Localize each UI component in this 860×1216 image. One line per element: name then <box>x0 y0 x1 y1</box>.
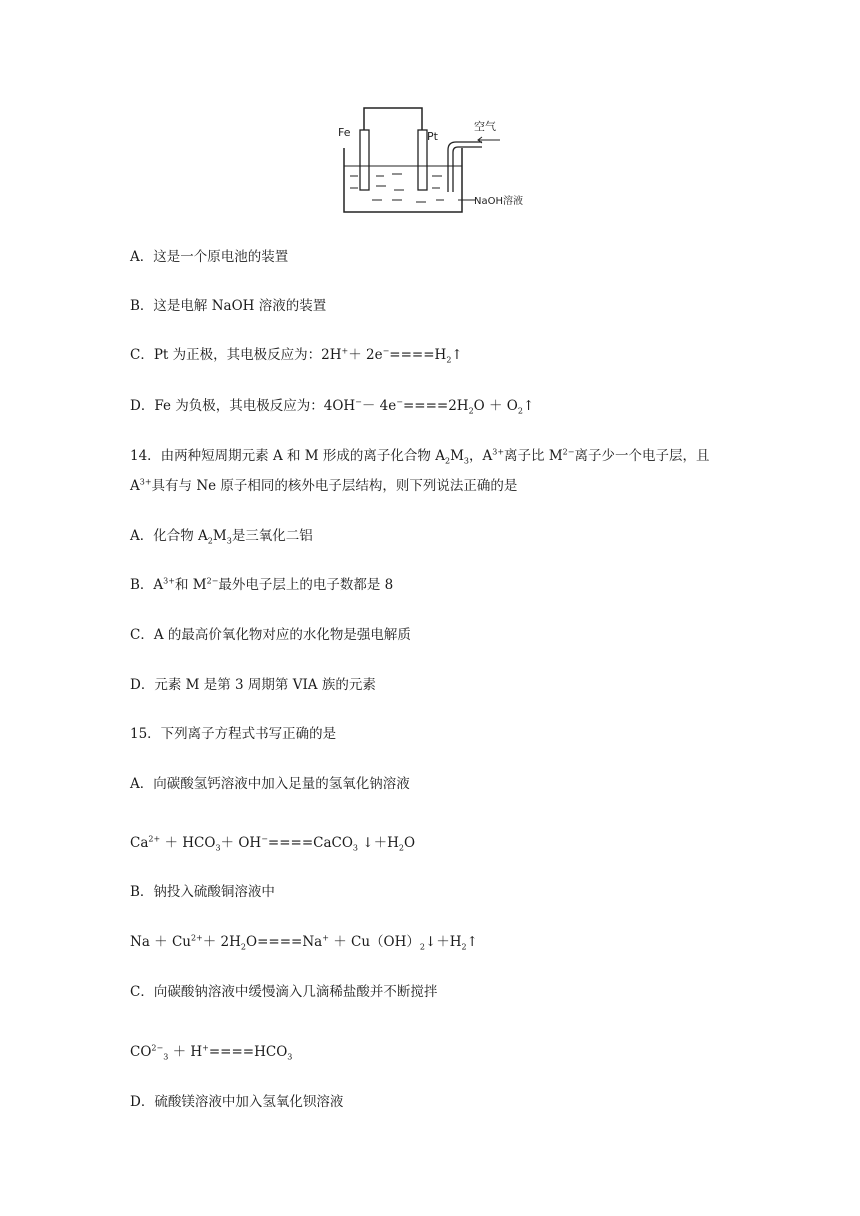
q15-option-a: A．向碳酸氢钙溶液中加入足量的氢氧化钠溶液 <box>130 776 410 792</box>
q14-option-d: D．元素 M 是第 3 周期第 VIA 族的元素 <box>130 677 376 693</box>
q15-equation-c: $CO^{2-}_3 + H^+====HCO_3$ <box>130 1043 293 1062</box>
q14-option-b: B．$A^{3+}$和 $M^{2-}$最外电子层上的电子数都是 8 <box>130 576 394 593</box>
q15-option-b: B．钠投入硫酸铜溶液中 <box>130 884 275 900</box>
q15-equation-b: $Na + Cu^{2+}+ 2H_2O====Na^+$ ＋ $Cu(OH)_2↓+H_2↑$ <box>130 933 478 952</box>
q13-option-d: D．Fe 为负极，其电极反应为：$4OH^-- 4e^-====2H_2O$ ＋ $O_2↑$ <box>130 397 535 416</box>
q13-option-a: A．这是一个原电池的装置 <box>130 249 289 265</box>
q14-stem-line2: $A^{3+}$具有与 Ne 原子相同的核外电子层结构，则下列说法正确的是 <box>130 477 518 494</box>
fe-electrode <box>360 130 369 190</box>
q15-stem: 15．下列离子方程式书写正确的是 <box>130 726 337 742</box>
q14-option-c: C．A 的最高价氧化物对应的水化物是强电解质 <box>130 627 411 643</box>
apparatus-diagram <box>332 100 528 218</box>
q15-equation-a: $Ca^{2+} + HCO_3+$ OH−====CaCO$_3$ $↓+H_2O$ <box>130 834 416 853</box>
q13-option-c: C．Pt 为正极，其电极反应为：$2H^++ 2e^-====H_2↑$ <box>130 346 463 365</box>
pt-electrode <box>418 130 427 190</box>
solution-label: NaOH溶液 <box>474 196 523 207</box>
pt-label: Pt <box>427 130 438 143</box>
q14-stem-line1: 14．由两种短周期元素 A 和 M 形成的离子化合物 $A_2M_3$，$A^{3+}$离子比 $M^{2-}$离子少一个电子层，且 <box>130 447 710 466</box>
air-label: 空气 <box>474 120 496 133</box>
fe-label: Fe <box>338 126 351 139</box>
q15-option-c: C．向碳酸钠溶液中缓慢滴入几滴稀盐酸并不断搅拌 <box>130 984 438 1000</box>
q14-option-a: A．化合物 $A_2M_3$是三氧化二铝 <box>130 528 313 546</box>
q15-option-d: D．硫酸镁溶液中加入氢氧化钡溶液 <box>130 1094 344 1110</box>
q13-option-b: B．这是电解 NaOH 溶液的装置 <box>130 298 327 314</box>
electrolysis-apparatus-figure <box>332 100 528 218</box>
